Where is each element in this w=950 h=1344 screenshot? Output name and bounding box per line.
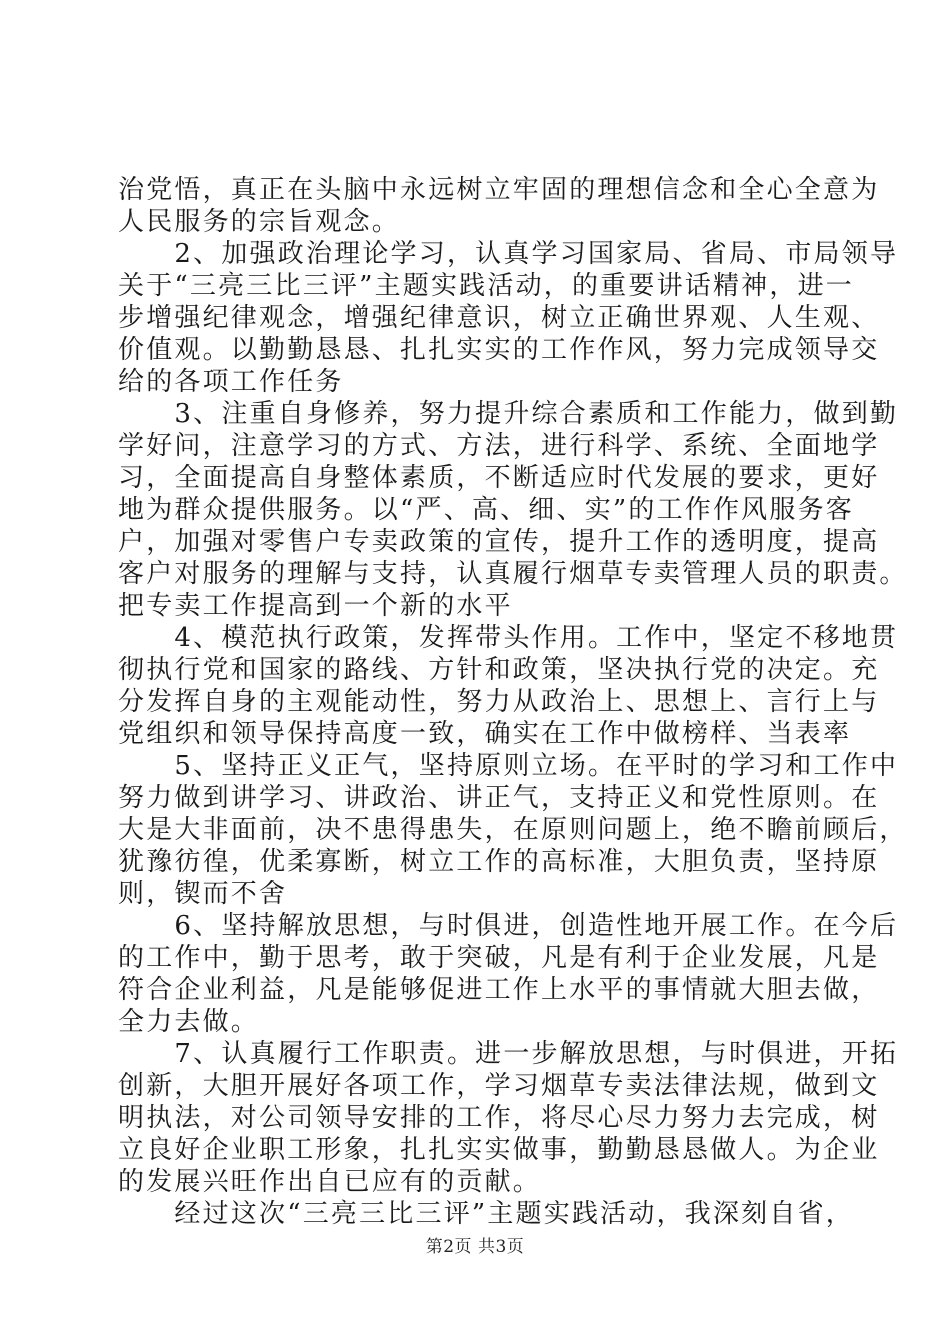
text-line: 的发展兴旺作出自已应有的贡献。 [118, 1167, 542, 1197]
text-line: 犹豫彷徨，优柔寡断，树立工作的高标准，大胆负责，坚持原 [118, 847, 880, 877]
text-line: 立良好企业职工形象，扎扎实实做事，勤勤恳恳做人。为企业 [118, 1135, 880, 1165]
text-line: 客户对服务的理解与支持，认真履行烟草专卖管理人员的职责。 [118, 559, 908, 589]
text-line: 治党悟，真正在头脑中永远树立牢固的理想信念和全心全意为 [118, 175, 880, 205]
text-line: 给的各项工作任务 [118, 367, 344, 397]
text-line: 7、认真履行工作职责。进一步解放思想，与时俱进，开拓 [118, 1039, 899, 1069]
text-line: 明执法，对公司领导安排的工作，将尽心尽力努力去完成，树 [118, 1103, 880, 1133]
text-line: 大是大非面前，决不患得患失，在原则问题上，绝不瞻前顾后， [118, 815, 908, 845]
text-line: 人民服务的宗旨观念。 [118, 207, 401, 237]
text-line: 创新，大胆开展好各项工作，学习烟草专卖法律法规，做到文 [118, 1071, 880, 1101]
text-line: 则，锲而不舍 [118, 879, 288, 909]
text-line: 4、模范执行政策，发挥带头作用。工作中，坚定不移地贯 [118, 623, 899, 653]
text-line: 6、坚持解放思想，与时俱进，创造性地开展工作。在今后 [118, 911, 899, 941]
text-line: 符合企业利益，凡是能够促进工作上水平的事情就大胆去做， [118, 975, 880, 1005]
text-line: 价值观。以勤勤恳恳、扎扎实实的工作作风，努力完成领导交 [118, 335, 880, 365]
text-line: 分发挥自身的主观能动性，努力从政治上、思想上、言行上与 [118, 687, 880, 717]
text-line: 的工作中，勤于思考，敢于突破，凡是有利于企业发展，凡是 [118, 943, 880, 973]
text-line: 全力去做。 [118, 1007, 260, 1037]
text-line: 户，加强对零售户专卖政策的宣传，提升工作的透明度，提高 [118, 527, 880, 557]
text-line: 2、加强政治理论学习，认真学习国家局、省局、市局领导 [118, 239, 899, 269]
text-line: 5、坚持正义正气，坚持原则立场。在平时的学习和工作中 [118, 751, 899, 781]
text-line: 彻执行党和国家的路线、方针和政策，坚决执行党的决定。充 [118, 655, 880, 685]
text-line: 3、注重自身修养，努力提升综合素质和工作能力，做到勤 [118, 399, 899, 429]
text-line: 学好问，注意学习的方式、方法，进行科学、系统、全面地学 [118, 431, 880, 461]
text-line: 习，全面提高自身整体素质，不断适应时代发展的要求，更好 [118, 463, 880, 493]
page-footer: 第2页 共3页 [425, 1237, 525, 1257]
text-line: 地为群众提供服务。以“严、高、细、实”的工作作风服务客 [118, 495, 854, 525]
text-line: 把专卖工作提高到一个新的水平 [118, 591, 513, 621]
text-line: 经过这次“三亮三比三评”主题实践活动，我深刻自省， [118, 1199, 854, 1229]
text-line: 关于“三亮三比三评”主题实践活动，的重要讲话精神，进一 [118, 271, 854, 301]
text-line: 步增强纪律观念，增强纪律意识，树立正确世界观、人生观、 [118, 303, 880, 333]
text-line: 努力做到讲学习、讲政治、讲正气，支持正义和党性原则。在 [118, 783, 880, 813]
text-line: 党组织和领导保持高度一致，确实在工作中做榜样、当表率 [118, 719, 852, 749]
